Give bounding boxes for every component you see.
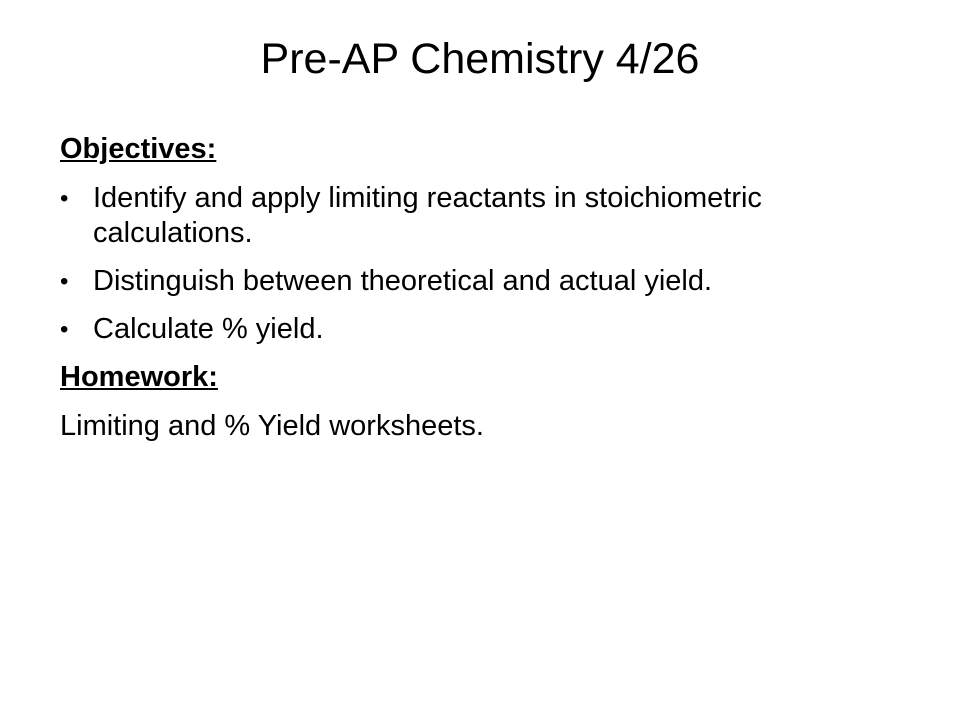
slide-title: Pre-AP Chemistry 4/26 bbox=[260, 35, 700, 83]
objective-item bbox=[60, 181, 900, 251]
homework-text: Limiting and % Yield worksheets. bbox=[60, 410, 484, 442]
objective-text: Calculate % yield. bbox=[93, 313, 324, 345]
objective-text: Distinguish between theoretical and actual yield. bbox=[93, 265, 713, 297]
slide-content bbox=[60, 132, 900, 444]
bullet-icon: • bbox=[60, 185, 69, 212]
objectives-list bbox=[60, 181, 900, 347]
bullet-icon: • bbox=[60, 268, 69, 295]
objective-item bbox=[60, 264, 900, 299]
objectives-heading: Objectives: bbox=[60, 133, 217, 165]
objective-text: Identify and apply limiting reactants in stoichiometric calculations. bbox=[93, 182, 762, 249]
objective-item bbox=[60, 312, 900, 347]
bullet-icon: • bbox=[60, 316, 69, 343]
homework-heading: Homework: bbox=[60, 361, 218, 393]
